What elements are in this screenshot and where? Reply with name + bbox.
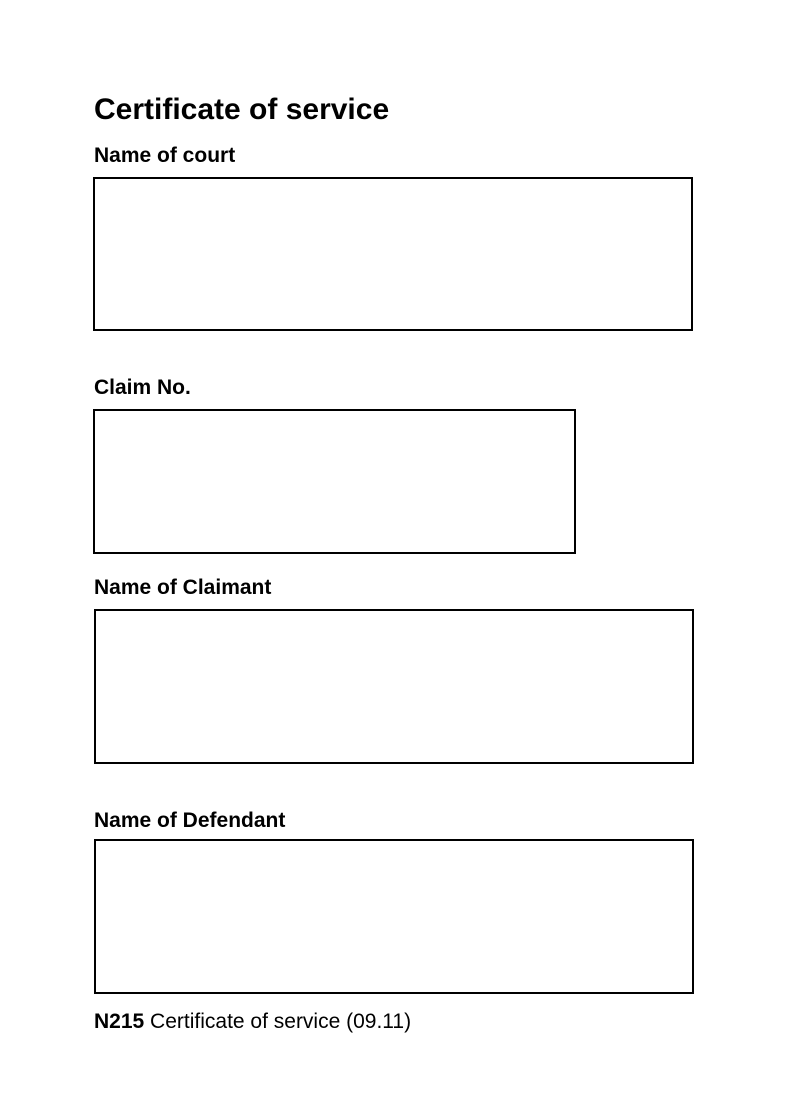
form-version: (09.11) [346,1010,412,1033]
page-title: Certificate of service [94,93,390,126]
form-name: Certificate of service [150,1010,341,1033]
form-footer [94,1008,411,1036]
defendant-name-field[interactable] [94,839,694,994]
claim-number-label: Claim No. [94,376,191,399]
claimant-name-field[interactable] [94,609,694,764]
defendant-name-label: Name of Defendant [94,809,286,832]
claim-number-field[interactable] [93,409,576,554]
form-code: N215 [94,1010,145,1033]
court-name-label: Name of court [94,144,236,167]
claimant-name-label: Name of Claimant [94,576,272,599]
court-name-field[interactable] [93,177,693,331]
